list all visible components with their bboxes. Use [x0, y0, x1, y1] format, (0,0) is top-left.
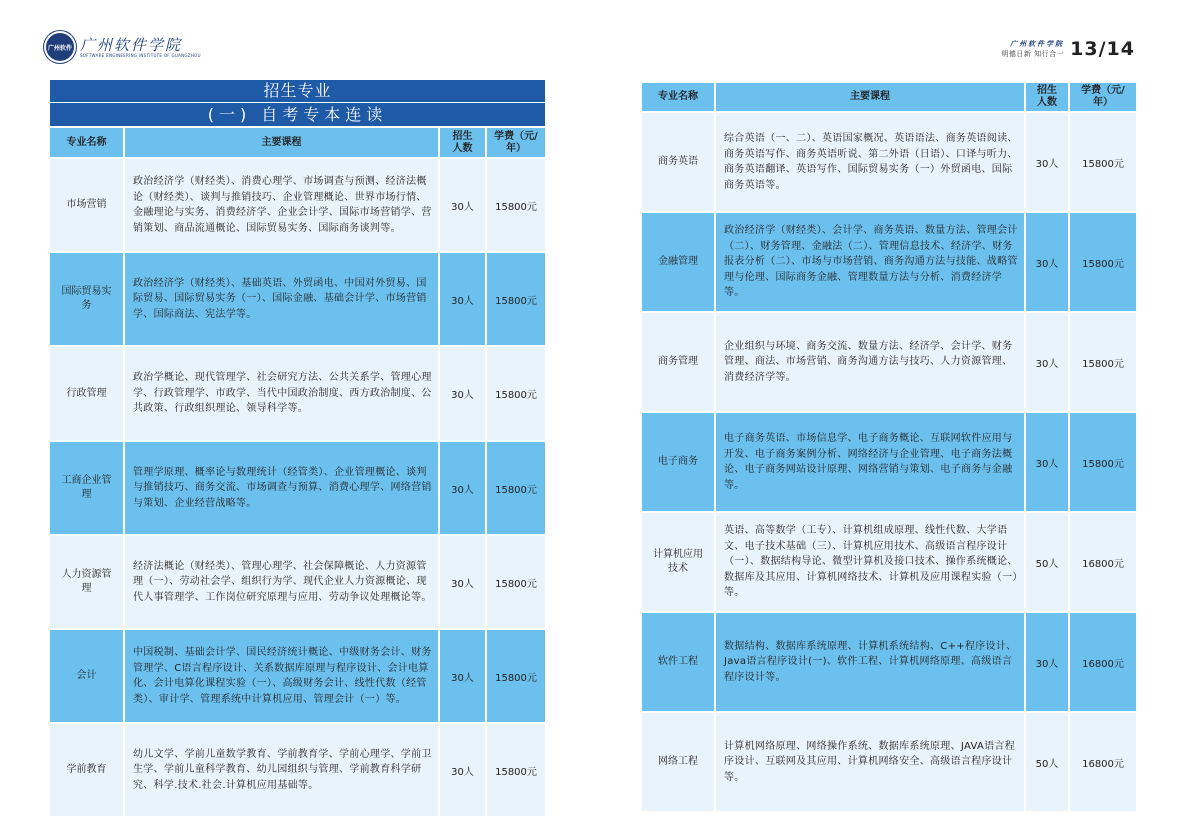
- right-page-header: [1001, 38, 1135, 60]
- left-page: [50, 80, 545, 818]
- major-name: 学前教育: [50, 724, 123, 816]
- right-page: [642, 81, 1136, 813]
- tuition-fee: 15800元: [487, 159, 545, 251]
- enroll-count: 30人: [1026, 313, 1068, 411]
- major-courses: 政治经济学（财经类）、基础英语、外贸函电、中国对外贸易、国际贸易、国际贸易实务（一）、国际金融、基础会计学、市场营销学、国际商法、宪法学等。: [125, 253, 438, 345]
- tuition-fee: 15800元: [487, 536, 545, 628]
- tuition-fee: 16800元: [1070, 513, 1136, 611]
- enroll-count: 50人: [1026, 513, 1068, 611]
- table-row: [50, 253, 545, 345]
- major-courses: 综合英语（一、二）、英语国家概况、英语语法、商务英语阅读、商务英语写作、商务英语听说、第二外语（日语）、口译与听力、商务英语翻译、英语写作、国际贸易实务（一）外贸函电、国际商务英语等。: [716, 113, 1024, 211]
- col-header-enroll: 招生人数: [440, 128, 485, 157]
- tuition-fee: 15800元: [1070, 313, 1136, 411]
- enroll-count: 30人: [440, 442, 485, 534]
- major-courses: 企业组织与环境、商务交流、数量方法、经济学、会计学、财务管理、商法、市场营销、商务沟通方法与技巧、人力资源管理、消费经济学等。: [716, 313, 1024, 411]
- enroll-count: 30人: [1026, 213, 1068, 311]
- school-motto: 明德日新 知行合一: [1001, 50, 1065, 58]
- enroll-count: 30人: [440, 253, 485, 345]
- major-name: 网络工程: [642, 713, 714, 811]
- major-name: 工商企业管理: [50, 442, 123, 534]
- enroll-count: 30人: [440, 724, 485, 816]
- major-courses: 管理学原理、概率论与数理统计（经管类）、企业管理概论、谈判与推销技巧、商务交流、市场调查与预算、消费心理学、网络营销与策划、企业经营战略等。: [125, 442, 438, 534]
- table-row: [642, 613, 1136, 711]
- table-row: [50, 536, 545, 628]
- tuition-fee: 15800元: [487, 253, 545, 345]
- page-number: 13/14: [1070, 38, 1135, 60]
- enroll-count: 30人: [1026, 413, 1068, 511]
- major-name: 市场营销: [50, 159, 123, 251]
- major-courses: 幼儿文学、学前儿童数学教育、学前教育学、学前心理学、学前卫生学、学前儿童科学教育、幼儿园组织与管理、学前教育科学研究、科学.技术.社会.计算机应用基础等。: [125, 724, 438, 816]
- col-header-name: 专业名称: [642, 83, 714, 111]
- tuition-fee: 15800元: [487, 442, 545, 534]
- major-courses: 政治学概论、现代管理学、社会研究方法、公共关系学、管理心理学、行政管理学、市政学、当代中国政治制度、西方政治制度、公共政策、行政组织理论、领导科学等。: [125, 347, 438, 440]
- major-name: 商务英语: [642, 113, 714, 211]
- enroll-count: 30人: [440, 347, 485, 440]
- enroll-count: 50人: [1026, 713, 1068, 811]
- major-courses: 英语、高等数学（工专）、计算机组成原理、线性代数、大学语文、电子技术基础（三）、计算机应用技术、高级语言程序设计（一）、数据结构导论、微型计算机及接口技术、操作系统概论、数据库及其应用、计算机网络技术、计算机及应用课程实验（一）等。: [716, 513, 1024, 611]
- col-header-courses: 主要课程: [716, 83, 1024, 111]
- major-courses: 中国税制、基础会计学、国民经济统计概论、中级财务会计、财务管理学、C语言程序设计、关系数据库原理与程序设计、会计电算化、会计电算化课程实验（一）、高级财务会计、线性代数（经管类）、审计学、管理系统中计算机应用、管理会计（一）等。: [125, 630, 438, 722]
- tuition-fee: 15800元: [487, 347, 545, 440]
- school-name-small: 广州软件学院: [1010, 39, 1065, 48]
- major-courses: 经济法概论（财经类）、管理心理学、社会保障概论、人力资源管理（一）、劳动社会学、组织行为学、现代企业人力资源概论、现代人事管理学、工作岗位研究原理与应用、劳动争议处理概论等。: [125, 536, 438, 628]
- enroll-count: 30人: [1026, 113, 1068, 211]
- majors-table-left: [48, 126, 547, 818]
- enroll-count: 30人: [1026, 613, 1068, 711]
- table-row: [50, 159, 545, 251]
- major-name: 计算机应用技术: [642, 513, 714, 611]
- table-row: [50, 724, 545, 816]
- table-row: [642, 413, 1136, 511]
- col-header-fee: 学费（元/年）: [487, 128, 545, 157]
- major-name: 软件工程: [642, 613, 714, 711]
- col-header-enroll: 招生人数: [1026, 83, 1068, 111]
- major-courses: 电子商务英语、市场信息学、电子商务概论、互联网软件应用与开发、电子商务案例分析、网络经济与企业管理、电子商务法概论、电子商务网站设计原理、网络营销与策划、电子商务与金融等。: [716, 413, 1024, 511]
- major-name: 人力资源管理: [50, 536, 123, 628]
- tuition-fee: 16800元: [1070, 713, 1136, 811]
- major-name: 国际贸易实务: [50, 253, 123, 345]
- school-seal-icon: 广州软件: [46, 33, 74, 61]
- major-courses: 计算机网络原理、网络操作系统、数据库系统原理、JAVA语言程序设计、互联网及其应用、计算机网络安全、高级语言程序设计等。: [716, 713, 1024, 811]
- major-name: 行政管理: [50, 347, 123, 440]
- major-courses: 政治经济学（财经类）、会计学、商务英语、数量方法、管理会计（二）、财务管理、金融法（二）、管理信息技术、经济学、财务报表分析（二）、市场与市场营销、商务沟通方法与技能、战略管理与伦理、国际商务金融、管理数量方法与分析、消费经济学等。: [716, 213, 1024, 311]
- school-name: 广州软件学院: [80, 35, 183, 54]
- col-header-name: 专业名称: [50, 128, 123, 157]
- tuition-fee: 16800元: [1070, 613, 1136, 711]
- majors-table-right: [640, 81, 1138, 813]
- table-row: [642, 513, 1136, 611]
- col-header-fee: 学费（元/年）: [1070, 83, 1136, 111]
- major-name: 金融管理: [642, 213, 714, 311]
- school-name-en: SOFTWARE ENGINEERING INSTITUTE OF GUANGZHOU: [80, 52, 201, 58]
- tuition-fee: 15800元: [1070, 113, 1136, 211]
- table-header-row: [642, 83, 1136, 111]
- tuition-fee: 15800元: [1070, 413, 1136, 511]
- table-header-row: [50, 128, 545, 157]
- banner-title: 招生专业: [50, 80, 545, 102]
- table-row: [50, 630, 545, 722]
- table-row: [642, 313, 1136, 411]
- major-name: 电子商务: [642, 413, 714, 511]
- major-courses: 政治经济学（财经类）、消费心理学、市场调查与预测、经济法概论（财经类）、谈判与推销技巧、企业管理概论、世界市场行情、金融理论与实务、消费经济学、企业会计学、国际市场营销学、营销策划、商品流通概论、国际贸易实务、国际商务谈判等。: [125, 159, 438, 251]
- major-courses: 数据结构、数据库系统原理、计算机系统结构、C++程序设计、Java语言程序设计(一)、软件工程、计算机网络原理、高级语言程序设计等。: [716, 613, 1024, 711]
- major-name: 商务管理: [642, 313, 714, 411]
- tuition-fee: 15800元: [1070, 213, 1136, 311]
- tuition-fee: 15800元: [487, 724, 545, 816]
- table-row: [642, 213, 1136, 311]
- table-row: [642, 113, 1136, 211]
- banner-subtitle: (一) 自考专本连读: [50, 103, 545, 126]
- major-name: 会计: [50, 630, 123, 722]
- table-row: [50, 347, 545, 440]
- tuition-fee: 15800元: [487, 630, 545, 722]
- enroll-count: 30人: [440, 630, 485, 722]
- enroll-count: 30人: [440, 159, 485, 251]
- col-header-courses: 主要课程: [125, 128, 438, 157]
- table-row: [50, 442, 545, 534]
- enroll-count: 30人: [440, 536, 485, 628]
- table-row: [642, 713, 1136, 811]
- school-logo: [46, 33, 201, 61]
